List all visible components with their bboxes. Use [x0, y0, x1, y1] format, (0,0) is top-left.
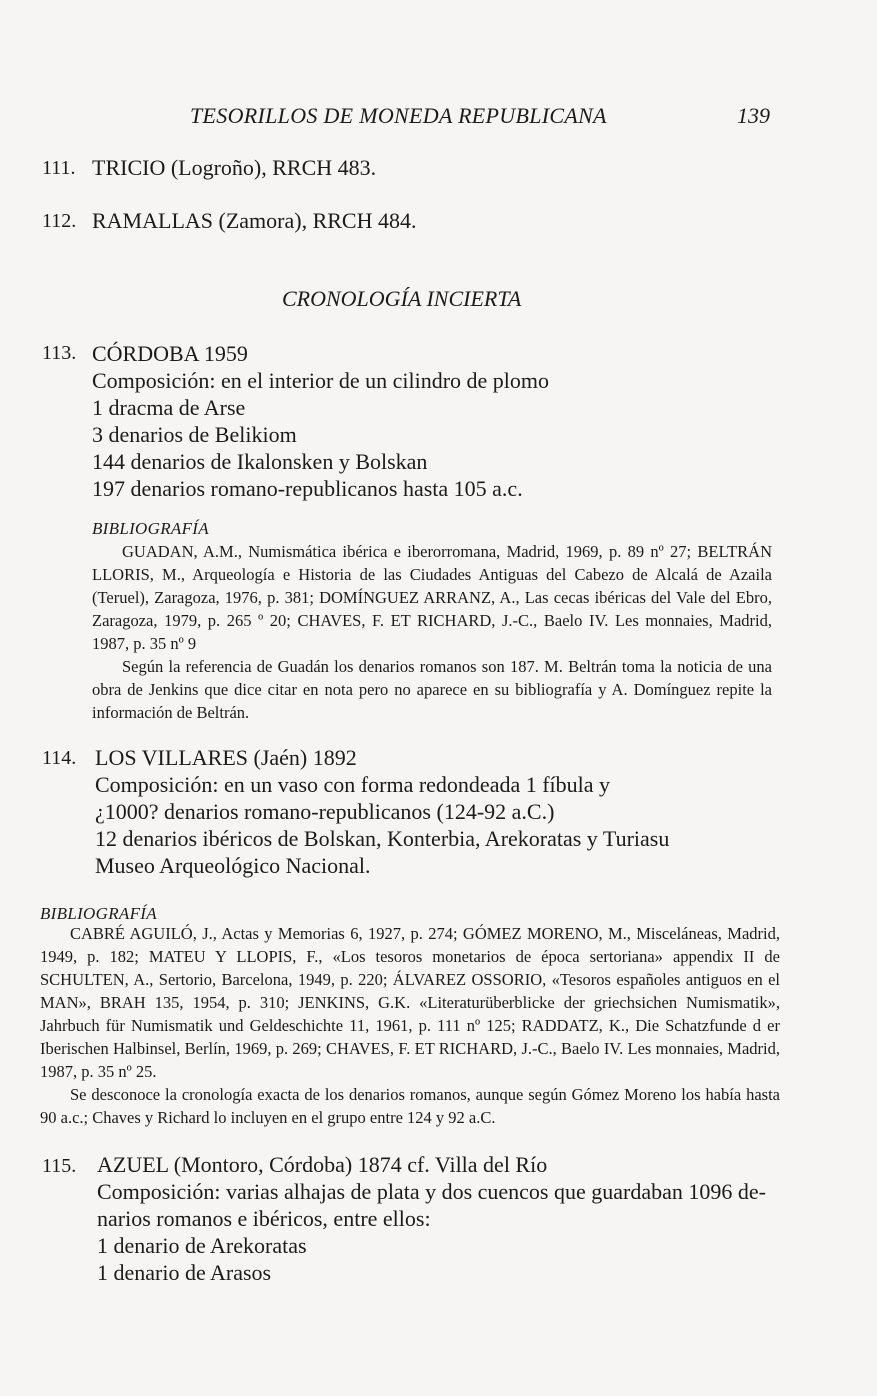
entry-115-line: Composición: varias alhajas de plata y dos cuencos que guardaban 1096 de-: [97, 1179, 766, 1204]
entry-number-111: 111.: [42, 157, 76, 179]
entry-114-lines: [95, 744, 669, 879]
bibliography-text-113: GUADAN, A.M., Numismática ibérica e iberorromana, Madrid, 1969, p. 89 nº 27; BELTRÁN LLORIS, M., Arqueología e Historia de las Ciudades Antiguas del Cabezo de Alcalá de Azaila (Teruel), Zaragoza, 1976, p. 381; DOMÍNGUEZ ARRANZ, A., Las cecas ibéricas del Vale del Ebro, Zaragoza, 1979, p. 265 º 20; CHAVES, F. ET RICHARD, J.-C., Baelo IV. Les monnaies, Madrid, 1987, p. 35 nº 9: [92, 542, 772, 653]
bibliography-label-113: BIBLIOGRAFÍA: [92, 519, 209, 538]
entry-113-lines: [92, 340, 549, 502]
entry-113-line: Composición: en el interior de un cilindro de plomo: [92, 368, 550, 393]
entry-111-text: TRICIO (Logroño), RRCH 483.: [92, 155, 377, 180]
entry-114-line: Museo Arqueológico Nacional.: [95, 853, 371, 878]
page-number: 139: [737, 103, 770, 128]
entry-114-line: Composición: en un vaso con forma redondeada 1 fíbula y: [95, 772, 611, 797]
entry-number-115: 115.: [42, 1155, 77, 1177]
bibliography-114: [40, 922, 780, 1129]
entry-113-line: 144 denarios de Ikalonsken y Bolskan: [92, 449, 428, 474]
entry-115-lines: [97, 1151, 766, 1286]
entry-115-line: AZUEL (Montoro, Córdoba) 1874 cf. Villa del Río: [97, 1152, 548, 1177]
entry-113-line: 3 denarios de Belikiom: [92, 422, 297, 447]
entry-115-line: 1 denario de Arekoratas: [97, 1233, 307, 1258]
entry-number-114: 114.: [42, 747, 77, 769]
entry-112-text: RAMALLAS (Zamora), RRCH 484.: [92, 208, 417, 233]
note-113: Según la referencia de Guadán los denarios romanos son 187. M. Beltrán toma la noticia de una obra de Jenkins que dice citar en nota pero no aparece en su bibliografía y A. Domínguez repite la información de Beltrán.: [92, 657, 772, 722]
entry-114-line: LOS VILLARES (Jaén) 1892: [95, 745, 357, 770]
entry-113-line: 197 denarios romano-republicanos hasta 105 a.c.: [92, 476, 523, 501]
entry-number-112: 112.: [42, 210, 77, 232]
entry-114-line: 12 denarios ibéricos de Bolskan, Konterbia, Arekoratas y Turiasu: [95, 826, 670, 851]
entry-113-line: 1 dracma de Arse: [92, 395, 246, 420]
entry-114-line: ¿1000? denarios romano-republicanos (124-92 a.C.): [95, 799, 555, 824]
entry-115-line: narios romanos e ibéricos, entre ellos:: [97, 1206, 431, 1231]
bibliography-113: [92, 540, 772, 724]
running-head: TESORILLOS DE MONEDA REPUBLICANA: [190, 103, 607, 128]
entry-113-line: CÓRDOBA 1959: [92, 341, 248, 366]
bibliography-label-114: BIBLIOGRAFÍA: [40, 904, 157, 923]
bibliography-text-114: CABRÉ AGUILÓ, J., Actas y Memorias 6, 1927, p. 274; GÓMEZ MORENO, M., Misceláneas, Madrid, 1949, p. 182; MATEU Y LLOPIS, F., «Los tesoros monetarios de época sertoriana» appendix II de SCHULTEN, A., Sertorio, Barcelona, 1949, p. 220; ÁLVAREZ OSSORIO, «Tesoros españoles antiguos en el MAN», BRAH 135, 1954, p. 310; JENKINS, G.K. «Literaturüberblicke der griechsichen Numismatik», Jahrbuch für Numismatik und Geldeschichte 11, 1961, p. 111 nº 125; RADDATZ, K., Die Schatzfunde d er Iberischen Halbinsel, Berlín, 1969, p. 269; CHAVES, F. ET RICHARD, J.-C., Baelo IV. Les monnaies, Madrid, 1987, p. 35 nº 25.: [40, 924, 780, 1081]
note-114: Se desconoce la cronología exacta de los denarios romanos, aunque según Gómez Moreno los había hasta 90 a.c.; Chaves y Richard lo incluyen en el grupo entre 124 y 92 a.C.: [40, 1085, 780, 1127]
section-heading: CRONOLOGÍA INCIERTA: [282, 286, 522, 311]
entry-115-line: 1 denario de Arasos: [97, 1260, 272, 1285]
entry-number-113: 113.: [42, 342, 77, 364]
